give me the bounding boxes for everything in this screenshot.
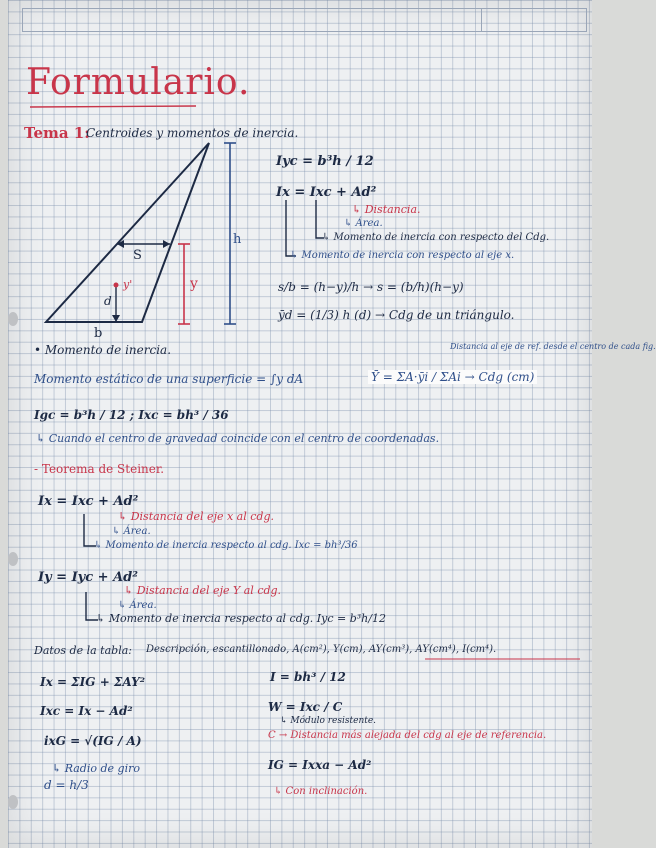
note-distancia-c: C → Distancia más alejada del cdg al eje de referencia. xyxy=(268,730,547,741)
formula-ix-sum: Ix = ΣIG + ΣAY² xyxy=(40,675,145,689)
steiner-area-1: ↳ Área. xyxy=(112,526,151,537)
ybar-note: Distancia al eje de ref. desde el centro de cada fig. xyxy=(450,342,656,351)
datos-text: Descripción, escantillonado, A(cm²), Y(cm), AY(cm³), AY(cm⁴), I(cm⁴). xyxy=(146,644,497,655)
note-inclinacion: ↳ Con inclinación. xyxy=(274,786,368,797)
note-mom-eje: ↳ Momento de inercia con respecto al eje x. xyxy=(290,250,515,261)
steiner-area-2: ↳ Área. xyxy=(118,600,157,611)
tema-label: Tema 1: xyxy=(24,124,90,142)
datos-label: Datos de la tabla: xyxy=(34,644,132,657)
formula-igc: Igc = b³h / 12 ; Ixc = bh³ / 36 xyxy=(34,408,229,422)
formula-ybar: Ȳ = ΣA·ȳi / ΣAi → Cdg (cm) xyxy=(368,370,537,384)
note-radio-giro: ↳ Radio de giro xyxy=(52,762,140,775)
steiner-ix: Ix = Ixc + Ad² xyxy=(38,494,139,509)
page-title: Formulario. xyxy=(26,62,251,103)
note-area: ↳ Área. xyxy=(344,218,383,229)
note-mom-cdg: ↳ Momento de inercia con respecto del Cdg. xyxy=(322,232,550,243)
note-cuando: ↳ Cuando el centro de gravedad coincide con el centro de coordenadas. xyxy=(36,432,440,445)
label-d: d xyxy=(104,294,112,308)
title-underline xyxy=(30,106,196,107)
formula-ig: IG = Ixxa − Ad² xyxy=(268,758,372,772)
tema-text: Centroides y momentos de inercia. xyxy=(86,126,299,140)
label-s: S xyxy=(133,248,142,263)
label-b: b xyxy=(94,326,103,341)
label-h: h xyxy=(233,232,242,247)
centroid-point xyxy=(114,283,119,288)
formula-iyc: Iyc = b³h / 12 xyxy=(276,154,374,169)
formula-i: I = bh³ / 12 xyxy=(270,670,346,684)
note-modulo: ↳ Módulo resistente. xyxy=(280,716,377,726)
note-distance: ↳ Distancia. xyxy=(352,203,421,216)
formula-ixc: Ixc = Ix − Ad² xyxy=(40,704,133,718)
formula-w: W = Ixc / C xyxy=(268,700,343,714)
steiner-dist-x: ↳ Distancia del eje x al cdg. xyxy=(118,510,274,523)
momento-estatico: Momento estático de una superficie = ∫y dA xyxy=(34,372,304,386)
label-y-prime: y' xyxy=(123,278,133,291)
steiner-iy: Iy = Iyc + Ad² xyxy=(38,570,138,585)
label-y: y xyxy=(190,276,198,292)
heading-momento-inercia: • Momento de inercia. xyxy=(34,343,172,357)
steiner-mom-2: ↳ Momento de inercia respecto al cdg. Iyc = b³h/12 xyxy=(96,612,386,625)
formula-s-b: s/b = (h−y)/h → s = (b/h)(h−y) xyxy=(278,280,464,294)
s-arrowhead xyxy=(163,240,170,248)
d-arrowhead xyxy=(112,315,120,322)
steiner-mom-1: ↳ Momento de inercia respecto al cdg. Ixc = bh³/36 xyxy=(94,540,358,551)
formula-yd: ȳd = (1/3) h (d) → Cdg de un triángulo. xyxy=(278,308,515,322)
formula-radio: ixG = √(IG / A) xyxy=(44,734,142,748)
formula-d: d = h/3 xyxy=(44,778,89,792)
steiner-dist-y: ↳ Distancia del eje Y al cdg. xyxy=(124,584,282,597)
heading-steiner: - Teorema de Steiner. xyxy=(34,462,165,476)
connector-line xyxy=(286,200,296,256)
formula-ix: Ix = Ixc + Ad² xyxy=(276,185,377,200)
